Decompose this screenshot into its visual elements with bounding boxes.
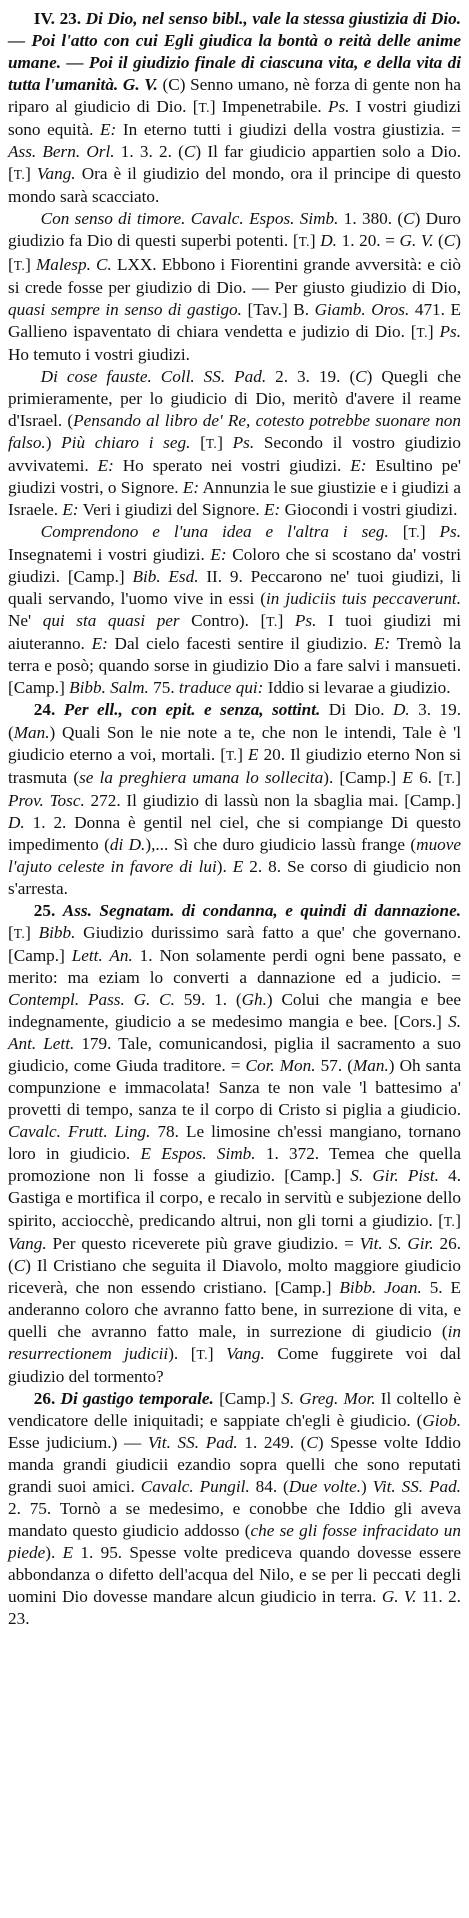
text-run: 2. 8. Se corso di giudicio non s'arresta. [8,856,461,898]
text-run: E: [62,500,79,520]
text-run: Cavalc. Pungil. [140,1477,250,1497]
text-run: Di cose fauste. Coll. SS. Pad. [40,366,267,386]
text-run: Con senso di timore. Cavalc. Espos. Simb. [40,209,339,229]
text-run: 2. 3. 19. ( [266,366,356,386]
text-run: ) Oh santa compunzione e immacolata! Sanza te non vale 'l battesimo a' provetti di tempo, sanza te il corpo di Cristo si piglia a giudicio. [8,1056,461,1120]
text-run: Secondo il vostro giudizio avvivatemi. [8,432,461,475]
text-run: ( [433,231,444,251]
text-run: D. [8,812,25,832]
text-run: di D. [109,834,146,854]
text-run: S. Gir. Pist. [350,1166,439,1186]
text-run: qui sta quasi per [42,611,180,631]
text-run: ] [419,522,440,542]
text-run: Ass. Segnatam. di condanna, e quindi di dannazione. [62,900,462,920]
text-run: ] [277,611,295,631]
text-run: muove l'ajuto celeste in favore di lui [8,834,462,876]
text-run: ] [207,1343,227,1363]
text-run: Malesp. C. [35,254,112,274]
text-run: T. [196,1346,208,1362]
text-run: E: [210,545,227,565]
text-run: T. [13,257,26,273]
text-run: E: [97,455,114,475]
text-run: E: [374,634,391,654]
text-run: in judiciis tuis peccaverunt. [266,589,461,609]
text-run: Più chiaro i seg. [61,432,191,452]
text-run: ). [Camp.] [323,767,403,787]
text-run: Vit. SS. Pad. [372,1477,461,1497]
text-run: D. [320,231,337,251]
text-run: E [62,1543,74,1563]
text-run: Giamb. Oros. [314,299,410,319]
text-run: 25. [33,900,63,920]
text-run: Esse judicium.) — [8,1433,148,1452]
text-run: Di gastigo temporale. [60,1388,214,1408]
text-run: [ [388,522,409,542]
text-run: ) [ [8,231,461,274]
text-run: C [13,1255,26,1275]
text-run: T. [205,435,218,451]
text-run: 26. [33,1388,61,1408]
text-run: Dal cielo facesti sentire il giudizio. [107,634,374,654]
text-run: Ho sperato nei vostri giudizi. [113,455,351,475]
text-run: G. V. [381,1587,417,1607]
text-run: ). [ [168,1343,197,1363]
text-run: ) Il Cristiano che seguita il Diavolo, molto maggiore giudicio riceverà, che non essendo cristiano. [Camp.] [8,1255,461,1297]
text-run: Cavalc. Frutt. Ling. [8,1122,151,1142]
text-run: traduce qui: [178,678,264,698]
text-run: Di Dio, nel senso bibl., vale la stessa giustizia di Dio. — Poi l'atto con cui Egli giudica la bontà o reità delle anime umane. — Poi il giudizio finale di ciascuna vita, e della vita di tutta l'umanità. G. V. [8,9,462,95]
text-run: Ass. Bern. Orl. [8,142,115,162]
text-run: D. [392,700,410,720]
text-run: Bibb. Joan. [339,1277,422,1297]
text-run: T. [225,747,238,763]
text-run: 179. Tale, comunicandosi, piglia il sacramento a suo giudicio, come Giuda traditore. = [8,1034,461,1076]
text-run: Giudizio durissimo sarà fatto a que' che governano. [Camp.] [8,922,461,965]
text-run: Pensando al libro de' Re, cotesto potrebbe suonare non falso. [8,410,461,452]
text-run: C [355,366,367,386]
text-run: [ [190,432,206,452]
text-run: 57. ( [315,1056,353,1076]
text-run: ) Quegli che primieramente, per lo giudicio di Dio, meritò d'avere il reame d'Israel. ( [8,366,462,430]
text-run: Ps. [294,611,317,631]
text-run: G. V. [399,231,434,251]
text-run: E: [264,500,281,520]
text-run: Man. [352,1056,389,1076]
text-run: E: [91,634,108,654]
text-run: T. [198,100,210,116]
text-run: S. Greg. Mor. [281,1388,376,1408]
text-run: Vang. [226,1343,265,1363]
text-run: 78. Le limosine ch'essi mangiano, tornano loro in giudicio. [8,1122,461,1164]
text-run: Ora è il giudizio del mondo, ora il principe di questo mondo sarà scacciato. [8,164,461,207]
text-run: [Tav.] B. [241,299,315,319]
text-run: Annunzia le sue giustizie e i giudizi a Israele. [8,477,461,520]
text-run: E: [182,477,200,497]
text-run: Ps. [439,522,461,542]
text-run: Ps. [439,321,462,341]
text-run: ] Impenetrabile. [209,97,328,117]
text-run: ) [361,1477,373,1497]
text-run: Ps. [327,97,350,117]
text-run: Contempl. Pass. G. C. [8,990,175,1010]
text-run: ] [237,744,249,764]
text-run: T. [408,525,420,541]
text-run: I vostri giudizi sono equità. [8,97,461,140]
text-run: 26. ( [8,1233,461,1275]
text-run: 1. Non solamente perdi ogni bene passato, e merito: ma eziam lo converti a dannazione ed a judicio. = [8,945,461,988]
text-run: IV. 23. [33,9,86,28]
text-run: C [443,231,456,251]
text-run: ). [45,1543,63,1563]
text-run: E [232,856,244,876]
text-run: C [183,142,196,162]
text-run: Tremò la terra e posò; quando sorse in giudizio Dio a fare salvi i mansueti. [Camp.] [8,634,461,698]
text-run: T. [298,234,310,250]
text-run: C [306,1433,318,1452]
text-run: se la preghiera umana lo sollecita [79,767,324,787]
text-run: E [402,767,413,787]
text-run: 1. 95. Spesse volte prediceva quando dovesse essere abbondanza o difetto dell'acqua del Nilo, e se per li peccati degli uomini Dio dovesse mandare alcun giudicio in terra. [8,1543,461,1607]
text-run: T. [13,925,26,941]
text-run: ] [455,1210,461,1230]
entry-iv-23 [8,8,461,208]
text-run: Coloro che si scostano da' vostri giudizi. [Camp.] [8,545,461,587]
text-run: (C) Senno umano, nè forza di gente non ha riparo al giudicio di Dio. [ [8,75,461,117]
text-run: ] [217,432,233,452]
text-run: 20. Il giudizio eterno Non si trasmuta ( [8,744,461,787]
text-run: Ho temuto i vostri giudizi. [8,344,190,364]
text-run: 471. E Gallieno ispaventato di chiara vendetta e judizio di Dio. [ [8,299,461,341]
text-run: Vang. [36,164,76,184]
text-run: E [248,744,259,764]
text-run: Iddio si levarae a giudizio. [263,678,451,698]
text-run: I tuoi giudizi mi aiuteranno. [8,611,461,654]
text-run: 1. 2. Donna è gentil nel ciel, che si compiange Di questo impedimento ( [8,812,461,854]
text-run: Il coltello è vendicatore delle iniquitadi; e sappiate ch'egli è giudicio. ( [8,1388,461,1430]
text-run: 1. 249. ( [237,1433,307,1452]
text-run: ] [25,164,37,184]
text-run: Prov. Tosc. [8,790,85,810]
text-run: 84. ( [249,1477,289,1497]
text-run: ] [25,922,39,942]
text-run: ),... Sì che duro giudicio lassù frange ( [145,834,417,854]
sense-comprendono [8,521,461,699]
text-run: [ [8,922,14,942]
text-run: ) Quali Son le nie note a te, che non le intendi, Tale è 'l giudicio eterno a voi, mortali. [ [8,722,461,764]
text-run: T. [416,324,428,340]
text-run: Contro). [ [179,611,267,631]
entry-26 [8,1388,461,1631]
text-run: 1. 380. ( [338,209,404,229]
text-run: T. [443,770,456,786]
text-run: [Camp.] [213,1388,282,1408]
text-run: 5. E anderanno coloro che avranno fatto bene, in surrezione di vita, e quelli che avranno fatto male, in surrezione di giudicio ( [8,1277,461,1341]
text-run: S. Ant. Lett. [8,1012,461,1054]
text-run: ) [45,432,62,452]
text-run: che se gli fosse infracidato un piede [8,1521,461,1563]
text-run: ) Spesse volte Iddio manda grandi giudicii ezandio sopra quelli che sono reputati grandi suoi amici. [8,1433,461,1497]
text-run: 6. [ [412,767,444,787]
text-run: 59. 1. ( [174,990,242,1010]
text-run: Esultino pe' giudizi vostri, o Signore. [8,455,461,497]
text-run: Per questo riceverete più grave giudizio. = [46,1233,360,1253]
text-run: Ne' [8,611,43,631]
text-run: Comprendono e l'una idea e l'altra i seg. [40,522,389,542]
text-run: 75. [148,678,179,698]
text-run: ] [25,254,36,274]
text-run: Per ell., con epit. e senza, sottint. [63,700,321,720]
text-run: C [403,209,415,229]
text-run: Bibb. Salm. [69,678,149,698]
text-run: In eterno tutti i giudizi della vostra giustizia. = [116,120,461,140]
text-run: 2. 75. Tornò a se medesimo, e conobbe che Iddio gli aveva mandato questo giudicio addosso ( [8,1499,461,1541]
text-run: Di Dio. [320,700,393,720]
text-run: LXX. Ebbono i Fiorentini grande avversità: e ciò si crede fosse per giudizio di Dio. — Per giusto giudizio di Dio, [8,254,461,297]
text-run: 4. Gastiga e mortifica il corpo, e recalo in servitù e subjezione dello spirito, acciocchè, predicando altrui, non gli torni a giudizio. [ [8,1166,462,1230]
text-run: T. [443,1213,456,1229]
text-run: Giob. [422,1410,461,1430]
text-run: Vit. SS. Pad. [147,1433,238,1452]
text-run: Ps. [232,432,255,452]
text-run: 272. Il giudizio di lassù non la sbaglia mai. [Camp.] [84,790,461,810]
text-run: ) Colui che mangia e bee indegnamente, giudicio a se medesimo mangia e bee. [Cors.] [8,990,461,1032]
sense-fauste [8,366,461,521]
text-run: ). [216,856,233,876]
text-run: T. [13,167,26,183]
text-run: Come fuggirete voi dal giudizio del tormento? [8,1343,462,1386]
text-run: Bib. Esd. [132,567,199,587]
text-run: E Espos. Simb. [140,1144,256,1164]
text-run: 3. 19. ( [8,700,462,742]
text-run: E: [100,120,117,140]
text-run: Veri i giudizi del Signore. [78,500,265,520]
text-run: Lett. An. [71,945,133,965]
text-run: Cor. Mon. [245,1056,316,1076]
text-run: 1. 3. 2. ( [114,142,184,162]
entry-24 [8,699,461,899]
text-run: Man. [13,722,50,742]
text-run: ] [427,321,440,341]
text-run: in resurrectionem judicii [8,1321,461,1363]
text-run: ) Duro giudizio fa Dio di questi superbi potenti. [ [8,209,461,251]
text-run: Giocondi i vostri giudizi. [280,500,458,520]
text-run: ) Il far giudicio appartien solo a Dio. [ [8,142,461,184]
text-run: ] [455,767,461,787]
text-run: T. [266,614,278,630]
text-run: Bibb. [38,922,76,942]
text-run: E: [350,455,367,475]
text-run: Vang. [8,1233,47,1253]
text-run: ] [309,231,321,251]
text-run: 1. 372. Temea che quella promozione non li fosse a giudizio. [Camp.] [8,1144,461,1186]
text-run: 24. [33,700,64,720]
text-run: Insegnatemi i vostri giudizi. [8,545,211,565]
text-run: 1. 20. = [336,231,400,251]
entry-25 [8,900,461,1388]
text-run: 11. 2. 23. [8,1587,461,1629]
text-run: quasi sempre in senso di gastigo. [8,299,242,319]
text-run: Due volte. [288,1477,361,1497]
sense-timore [8,208,461,365]
text-run: Gh. [241,990,267,1010]
text-run: Vit. S. Gir. [359,1233,434,1253]
text-run: II. 9. Peccarono ne' tuoi giudizi, li quali servando, l'uomo vive in essi ( [8,567,462,609]
